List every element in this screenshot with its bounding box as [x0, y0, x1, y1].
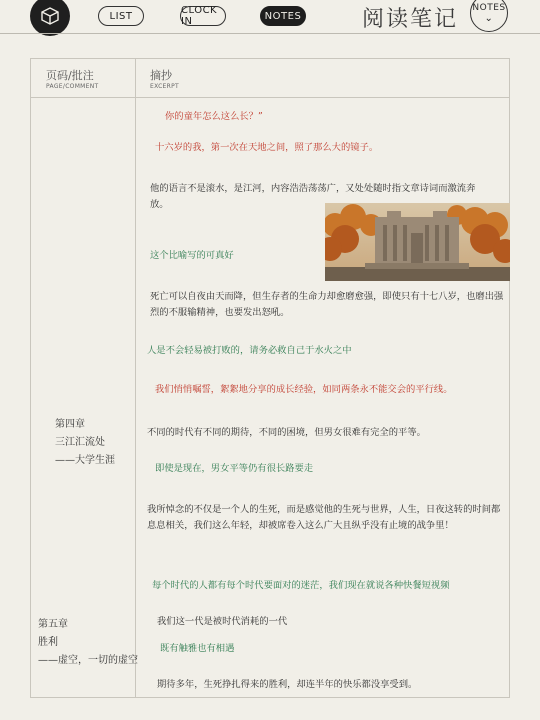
header-divider — [30, 97, 510, 98]
note-excerpt: 不同的时代有不同的期待，不同的困境，但男女很难有完全的平等。 — [147, 427, 426, 438]
nav-clockin-button[interactable]: CLOCK IN — [180, 6, 226, 26]
book-logo-icon[interactable] — [30, 0, 70, 36]
note-comment: 这个比喻写的可真好 — [150, 250, 234, 261]
chapter-subtitle: 胜利 — [38, 637, 58, 648]
note-comment: 既有触雅也有相遇 — [160, 643, 235, 654]
notes-menu-label: NOTES — [472, 3, 506, 13]
building-photo — [325, 203, 510, 281]
note-excerpt: 死亡可以自夜由天而降，但生存者的生命力却愈磨愈强，即使只有十七八岁，也磨出强烈的不服输精神，也要发出怒吼。 — [150, 291, 504, 318]
chapter-title: 第四章 — [55, 419, 85, 430]
note-comment: 人是不会轻易被打败的，请务必救自己于水火之中 — [147, 345, 352, 356]
note-excerpt: 他的语言不是滚水，是江河，内容浩浩荡荡广，又处处随时指文章诗词而激流奔放。 — [150, 183, 476, 210]
note-excerpt: 你的童年怎么这么长？” — [165, 111, 263, 122]
page-title: 阅读笔记 — [362, 7, 459, 32]
note-excerpt: 我所悼念的不仅是一个人的生死，而是感觉他的生死与世界，人生，日夜这转的时间都息息相关，我们这么年轻，却被席卷入这么广大且纵乎没有止境的战争里！ — [147, 504, 501, 531]
chapter-title: 第五章 — [38, 619, 68, 630]
page-comment-header: 页码/批注 — [46, 69, 94, 82]
note-excerpt: 十六岁的我，第一次在天地之间，照了那么大的镜子。 — [155, 142, 379, 153]
notes-menu-button[interactable] — [470, 0, 508, 32]
note-comment: 即使是现在，男女平等仍有很长路要走 — [155, 463, 314, 474]
excerpt-subheader: EXCERPT — [150, 83, 179, 90]
note-excerpt: 我们悄悄嘱誓，絮絮地分享的成长经验，如同两条永不能交会的平行线。 — [155, 384, 453, 395]
note-excerpt: 我们这一代是被时代消耗的一代 — [157, 616, 288, 627]
nav-list-button[interactable]: LIST — [98, 6, 144, 26]
page-comment-subheader: PAGE/COMMENT — [46, 83, 99, 90]
excerpt-header: 摘抄 — [150, 69, 172, 82]
top-divider — [0, 33, 540, 34]
chapter-subtitle: 三江汇流处 — [55, 437, 105, 448]
note-excerpt: 期待多年，生死挣扎得来的胜利，却连半年的快乐都没享受到。 — [157, 679, 418, 690]
chapter-four — [55, 416, 115, 470]
chapter-five — [38, 616, 138, 670]
nav-notes-button[interactable]: NOTES — [260, 6, 306, 26]
chapter-note: ——虚空，一切的虚空 — [38, 655, 138, 666]
top-bar — [0, 0, 540, 42]
column-divider — [135, 58, 136, 698]
chapter-note: ——大学生涯 — [55, 455, 115, 466]
chevron-down-icon: ⌄ — [484, 13, 494, 24]
note-comment: 每个时代的人都有每个时代要面对的迷茫，我们现在就说各种快餐短视频 — [152, 580, 450, 591]
